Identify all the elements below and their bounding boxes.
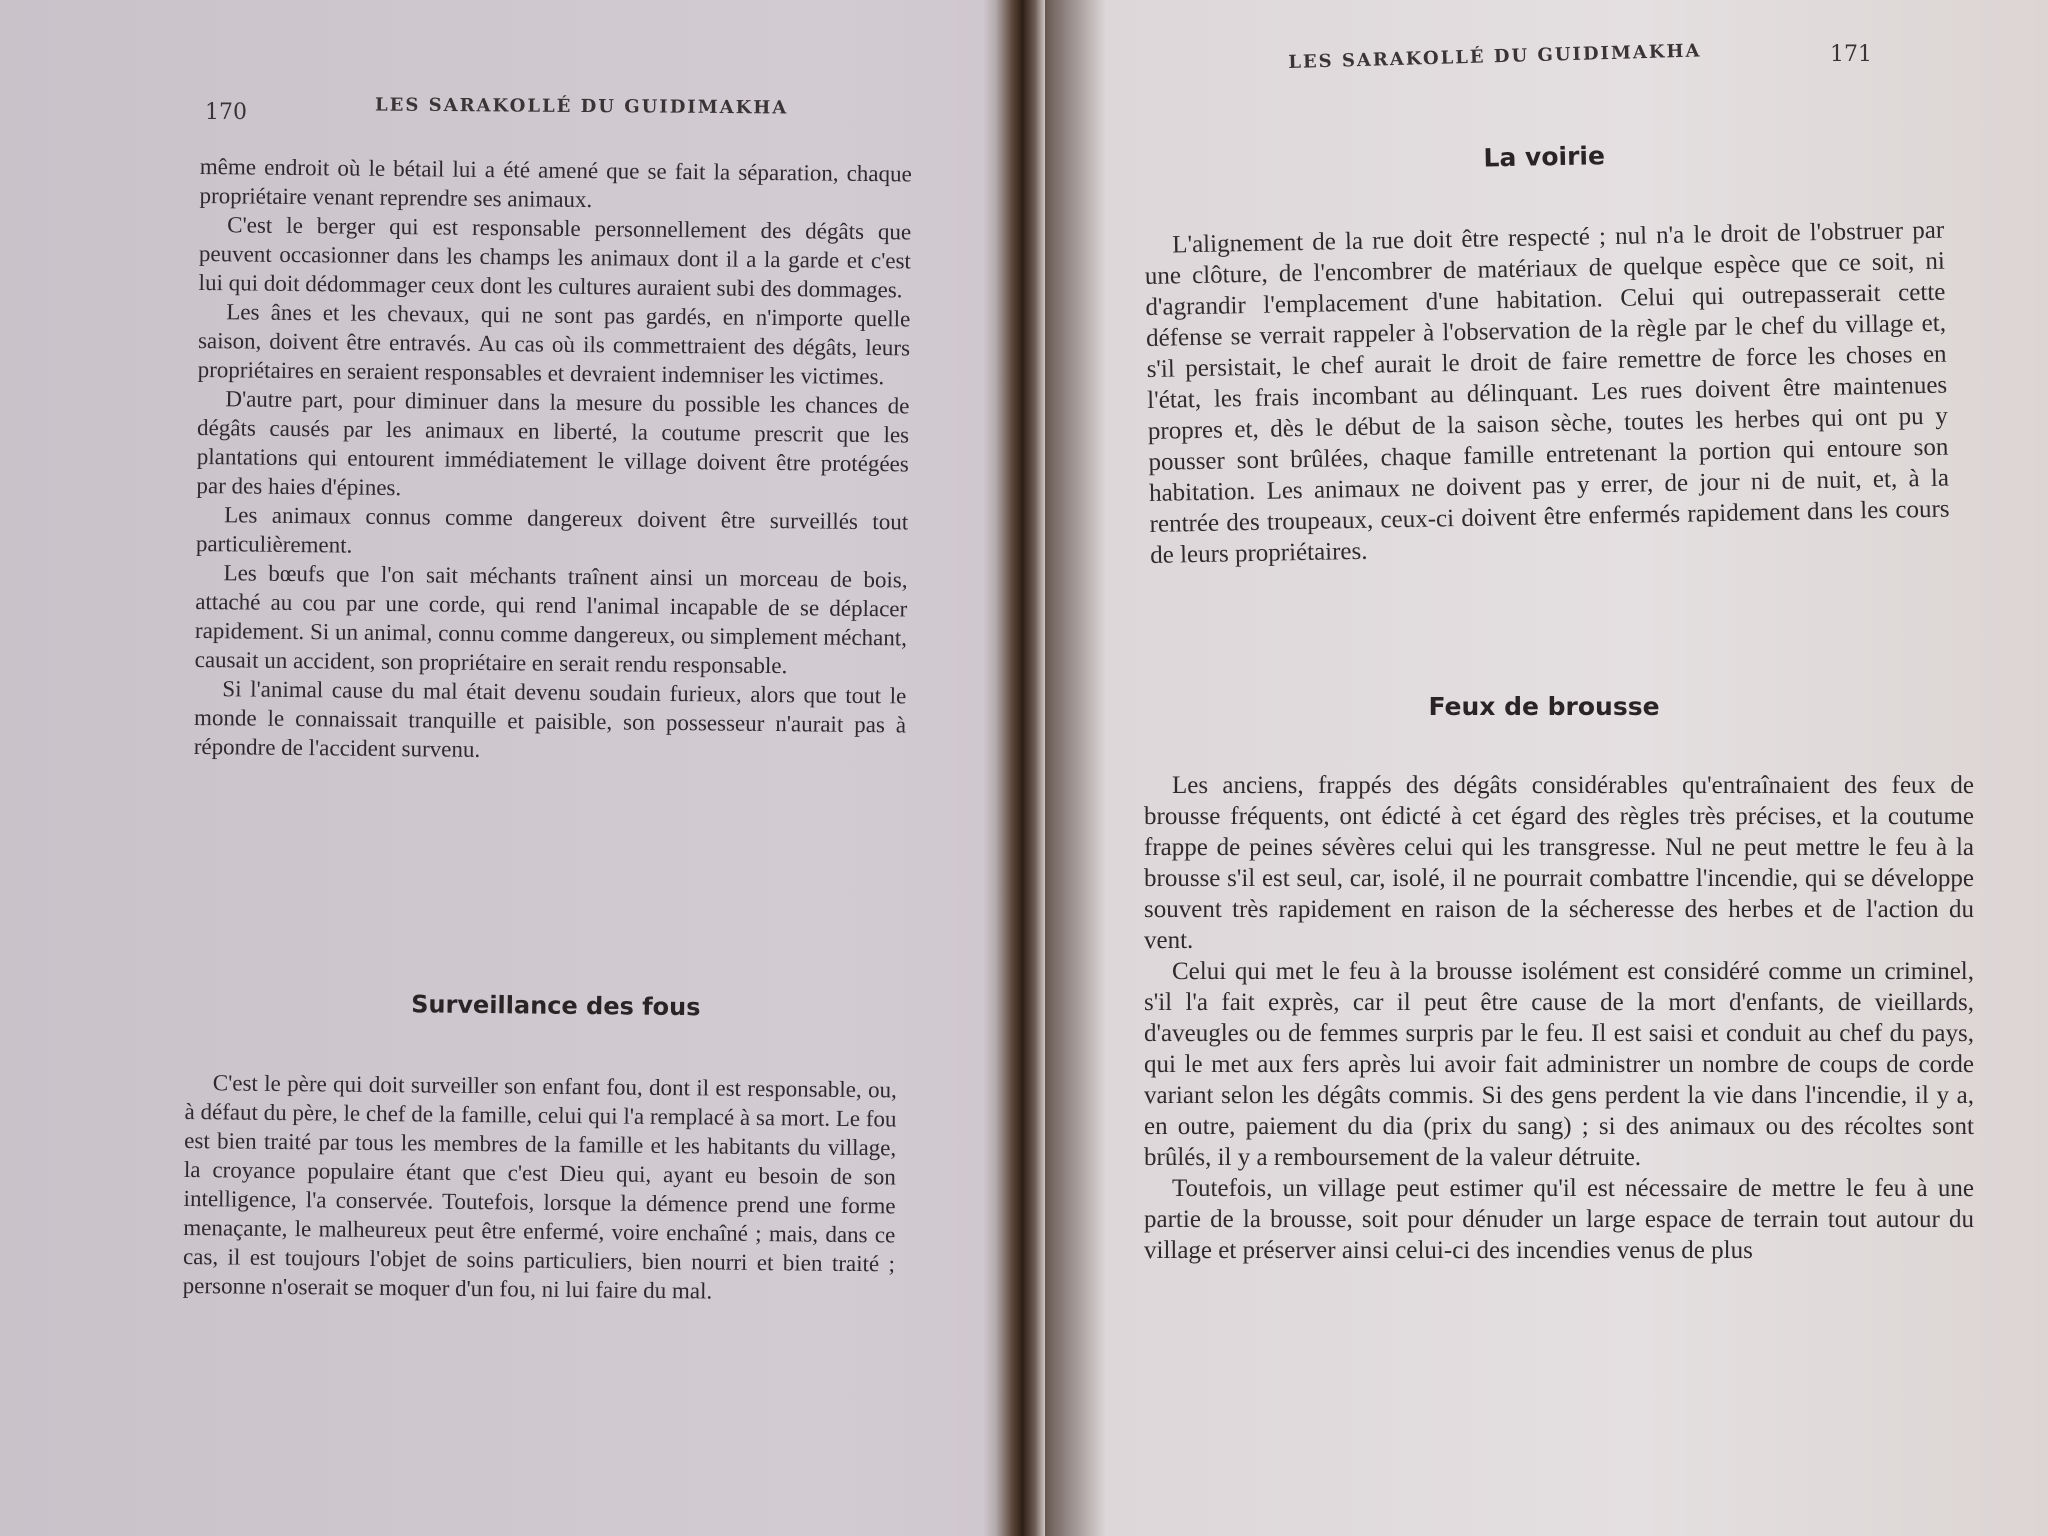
body-text	[1144, 215, 1950, 571]
running-title: LES SARAKOLLÉ DU GUIDIMAKHA	[374, 94, 789, 119]
page-number: 170	[205, 100, 247, 125]
page-number: 171	[1830, 42, 1872, 67]
section-heading: Feux de brousse	[1428, 692, 1660, 721]
paragraph: C'est le père qui doit surveiller son enfant fou, dont il est responsable, ou, à défaut du père, le chef de la famille, celui qui l'a remplacé à sa mort. Le fou est bien traité par tous les membres de la famille et les habitants du village, la croyance populaire étant que c'est Dieu qui, ayant eu besoin de son intelligence, l'a conservée. Toutefois, lorsque la démence prend une forme menaçante, le malheureux peut être enfermé, voire enchaîné ; mais, dans ce cas, il est toujours l'objet de soins particuliers, bien nourri et bien traité ; personne n'oserait se moquer d'un fou, ni lui faire du mal.	[182, 1070, 897, 1304]
paragraph: Les bœufs que l'on sait méchants traînent ainsi un morceau de bois, attaché au cou par une corde, qui rend l'animal incapable de se déplacer rapidement. Si un animal, connu comme dangereux, ou simplement méchant, causait un accident, son propriétaire en serait rendu responsable.	[194, 560, 908, 679]
running-title: LES SARAKOLLÉ DU GUIDIMAKHA	[1288, 40, 1702, 73]
section-heading: La voirie	[1483, 141, 1606, 173]
paragraph: Les animaux connus comme dangereux doivent être surveillés tout particulièrement.	[195, 502, 909, 558]
paragraph: Les ânes et les chevaux, qui ne sont pas gardés, en n'importe quelle saison, doivent être entravés. Au cas où ils commettraient des dégâts, leurs propriétaires en seraient responsables et devraient indemniser les victimes.	[197, 299, 911, 390]
paragraph: C'est le berger qui est responsable personnellement des dégâts que peuvent occasionner dans les champs les animaux dont il a la garde et c'est lui qui doit dédommager ceux dont les cultures auraient subi des dommages.	[198, 212, 912, 303]
paragraph: Celui qui met le feu à la brousse isolément est considéré comme un criminel, s'il l'a fait exprès, car il peut être cause de la mort d'enfants, de vieillards, d'aveugles ou de femmes surpris par le feu. Il est saisi et conduit au chef du pays, qui le met aux fers après lui avoir fait administrer un nombre de coups de corde variant selon les dégâts commis. Si des gens perdent la vie dans l'incendie, il y a, en outre, paiement du dia (prix du sang) ; si des animaux ou des récoltes sont brûlés, il y a remboursement de la valeur détruite.	[1144, 958, 1974, 1171]
left-page	[0, 0, 1000, 1536]
paragraph: L'alignement de la rue doit être respecté ; nul n'a le droit de l'obstruer par une clôture, de l'encombrer de matériaux de quelque espèce que ce soit, ni d'agrandir l'emplacement d'une habitation. Celui qui outrepasserait cette défense se verrait rappeler à l'observation de la règle par le chef du village et, s'il persistait, le chef aurait le droit de faire remettre de force les choses en l'état, les frais incombant au délinquant. Les rues doivent être maintenues propres et, dès le début de la saison sèche, toutes les herbes qui ont pu y pousser sont brûlées, chaque famille entretenant la portion qui entoure son habitation. Les animaux ne doivent pas y errer, de jour ni de nuit, et, à la rentrée des troupeaux, ceux-ci doivent être enfermés rapidement dans les cours de leurs propriétaires.	[1144, 216, 1950, 569]
body-text	[183, 1068, 897, 1307]
body-text	[1144, 770, 1974, 1266]
body-text	[194, 152, 912, 768]
paragraph: D'autre part, pour diminuer dans la mesure du possible les chances de dégâts causés par les animaux en liberté, la coutume prescrit que les plantations qui entourent immédiatement le village doivent être protégées par des haies d'épines.	[196, 386, 910, 501]
book-spine	[995, 0, 1045, 1536]
paragraph: Les anciens, frappés des dégâts considérables qu'entraînaient des feux de brousse fréquents, ont édicté à cet égard des règles très précises, et la coutume frappe de peines sévères celui qui les transgresse. Nul ne peut mettre le feu à la brousse s'il est seul, car, isolé, il ne pourrait combattre l'incendie, qui se développe souvent très rapidement en raison de la sécheresse des herbes et de l'action du vent.	[1144, 772, 1974, 954]
section-heading: Surveillance des fous	[411, 990, 701, 1022]
right-page	[1048, 0, 2048, 1536]
paragraph: Si l'animal cause du mal était devenu soudain furieux, alors que tout le monde le connaissait tranquille et paisible, son possesseur n'aurait pas à répondre de l'accident survenu.	[193, 676, 907, 762]
paragraph: Toutefois, un village peut estimer qu'il est nécessaire de mettre le feu à une partie de la brousse, soit pour dénuder un large espace de terrain tout autour du village et préserver ainsi celui-ci des incendies venus de plus	[1144, 1175, 1974, 1264]
paragraph: même endroit où le bétail lui a été amené que se fait la séparation, chaque propriétaire venant reprendre ses animaux.	[199, 153, 912, 213]
